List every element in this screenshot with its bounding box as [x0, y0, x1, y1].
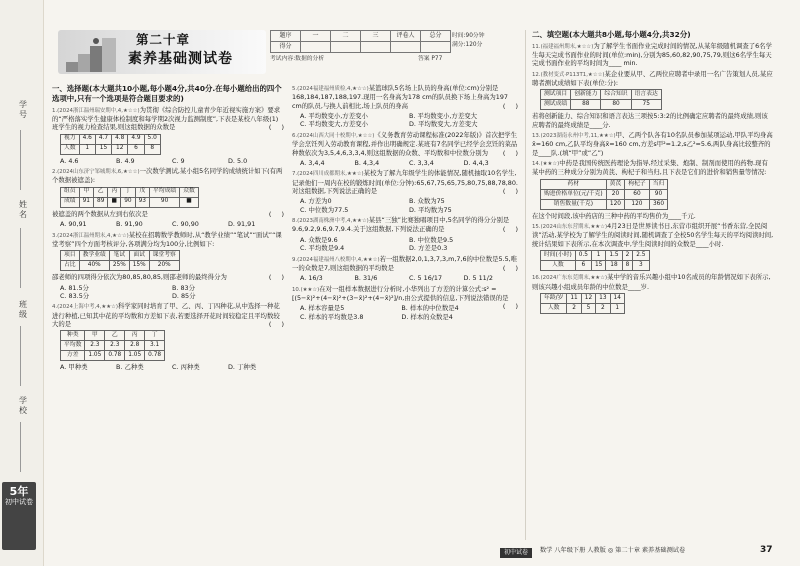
question-7: 7.(2024四川成都期末,★★☆)某校为了解九年级学生的体能情况,随机抽取10名学生,记录他们一周内在校的锻炼时间(单位:分钟):65,67,75,65,75,80,75,88,78,80.对这组数据,下列说法正确的是 ( ) — [292, 169, 518, 195]
question-2: 2.(2024山东济宁邹城期末,6,★☆☆)一次数学测试,某小组5名同学的成绩统计如下(有两个数据被遮盖): — [52, 167, 283, 185]
q8-options: A. 众数是9.6 B. 中位数是9.5 C. 平均数是9.4 D. 方差是0.3 — [300, 235, 454, 253]
question-15: 15.(2024山东东营期末,★★☆)4月23日是世界读书日,东营市组织开展“书香东营,全民阅读”活动,某学校为了解学生的阅读时间,随机调查了全校50名学生每天的平均阅读时间,统计结果如下表所示,在本次调查中,学生阅读时间的众数是____小时. — [532, 222, 774, 248]
stairs-illustration-icon — [66, 36, 118, 72]
question-10: 10.(★★☆)在对一组样本数据进行分析时,小华列出了方差的计算公式:s² = [(5−x̄)²+(4−x̄)²+(3−x̄)²+(4−x̄)²]/n,由公式提供的信息,下列说法错误的是 ( ) — [292, 284, 518, 311]
q12-table: 测试项目 创新能力 综合知识 语言表达 测试成绩 88 80 75 — [540, 89, 662, 110]
q2-options: A. 90,91 B. 91,90 C. 90,90 D. 91,91 — [60, 220, 256, 229]
exam-time-info: 时间:90分钟 满分:120分 — [452, 33, 485, 48]
name-line — [20, 228, 21, 288]
q1-options: A. 4.6 B. 4.9 C. 9 D. 5.0 — [60, 156, 248, 165]
chapter-title: 第二十章 — [136, 32, 191, 47]
q15-table: 时间(小时) 0.5 1 1.5 2 2.5 人数 6 15 18 8 3 — [540, 250, 650, 271]
q6-options: A. 3,4,4 B. 4,3,4 C. 3,3,4 D. 4,4,3 — [300, 158, 489, 167]
question-13: 13.(2023湖南永州中考,11,★★☆)甲、乙两个队各有10名队员参加某项运动,甲队平均身高x̄=160 cm,乙队平均身高x̄=160 cm,方差s甲²=1.2,s乙²=5.6,两队身高比较整齐的是____队.(填“甲”或“乙”) — [532, 131, 773, 157]
q14-table: 药材 黄芪 枸杞子 当归 购进价格单位(元/千克) 20 60 90 销售数量(千克) 120 120 360 — [540, 179, 668, 210]
question-8: 8.(2023湖南株洲中考,4,★★☆)某县“三独”比赛独唱项目中,5名同学的得分分别是9.6,9.2,9.6,9.7,9.4.关于这组数据,下列说法正确的是 ( ) — [292, 216, 518, 234]
q9-options: A. 16/3 B. 31/6 C. 5 16/17 D. 5 11/2 — [300, 274, 493, 283]
question-9: 9.(2024福建福州八校期中,4,★★☆)若一组数据2,0,1,3,7,3,m,7,6的中位数是5.5,唯一的众数是7,则这组数据的平均数是 ( ) — [292, 254, 518, 272]
binding-sidebar — [0, 0, 44, 566]
student-id-line — [20, 130, 21, 190]
class-line — [20, 326, 21, 386]
q5-options: A. 平均数变小,方差变小 B. 平均数变小,方差变大 C. 平均数变大,方差变小 D. 平均数变大,方差变大 — [300, 112, 478, 129]
question-4: 4.(2024上海中考,4,★★☆)科学家同时培育了甲、乙、丙、丁四种花,从中选择一种花进行种植,已知其中花的平均数和方差如下表,若要选择开花时间较稳定且平均数较大的是 ( ) — [52, 302, 284, 329]
school-label: 学校 — [18, 396, 28, 416]
q7-options: A. 方差为0 B. 众数为75 C. 中位数为77.5 D. 平均数为75 — [300, 197, 452, 214]
score-table: 题序 一 二 三 评卷人 总分 得分 — [270, 30, 451, 53]
q1-table: 视力 4.6 4.7 4.8 4.9 5.0 人数 1 15 12 6 8 — [60, 134, 161, 155]
section-choice-title: 一、选择题(本大题共10小题,每小题4分,共40分.在每小题给出的四个选项中,只有一个选项是符合题目要求的) — [52, 84, 282, 103]
q2-table: 组员 甲 乙 丙 丁 戊 平均成绩 众数 成绩 91 89 ■ 90 93 90 ■ — [60, 187, 199, 208]
question-12: 12.(教材变式·P113T1,★☆☆)某企业要从甲、乙两位应聘者中录用一名广告策划人员,某应聘者测试成绩如下表(单位:分): — [532, 69, 773, 87]
question-3: 3.(2024浙江温州期末,4,★☆☆)某校在招聘数学教师时,从“教学业绩”“笔试”“面试”“课堂考察”四个方面考核评分,各项满分均为100分,比例如下: — [52, 230, 282, 248]
question-14: 14.(★★☆)中药是我国传统医药理论为指导,经过采集、炮制、制剂而使用的药物.现有某中药的三种成分分别为黄芪、枸杞子和当归,且下表是它们的进价和销售量等情况: — [532, 159, 768, 177]
column-right — [532, 30, 774, 316]
class-label: 班级 — [18, 300, 28, 320]
q4-table: 种类 甲 乙 丙 丁 平均数 2.3 2.3 2.8 3.1 方差 1.05 0.78 1.05 0.78 — [60, 330, 165, 361]
exam-content-note: 考试内容:数据的分析 — [270, 56, 325, 62]
question-3-prompt: 邵老师的四项得分依次为80,85,80,85,则邵老师的最终得分为 ( ) — [52, 273, 284, 282]
q4-options: A. 甲种类 B. 乙种类 C. 丙种类 D. 丁种类 — [60, 363, 257, 372]
page-number: 37 — [760, 545, 773, 555]
q16-table: 年龄/岁 11 12 13 14 人数 2 5 2 1 — [540, 293, 625, 314]
q10-options: A. 样本容量是5 B. 样本的中位数是4 C. 样本的平均数是3.8 D. 样本的众数是4 — [300, 304, 459, 321]
question-11: 11.(福建福州期末,★☆☆)为了解学生书面作业完成时间的情况,从某年级随机调查了6名学生每天完成书面作业的时间(单位:min),分别为85,60,82,90,75,79,则这6名学生每天完成书面作业的平均时间为____ min. — [532, 41, 772, 68]
exam-title: 素养基础测试卷 — [128, 51, 233, 67]
question-12-prompt: 若将创新能力、综合知识和语言表达三项按5:3:2的比例确定应聘者的最终成绩,则该应聘者的最终成绩是____分. — [532, 112, 768, 129]
column-divider — [525, 30, 526, 540]
question-6: 6.(2024山西大同十校期中,★☆☆)《义务教育劳动课程标准(2022年版)》首次把学生学会烹饪列入劳动教育课程,并作出明确规定.某班有7名同学已经学会烹饪的菜品种数依次为3,5,4,6,3,3,4,则这组数据的众数、平均数和中位数分别为 ( ) — [292, 130, 518, 157]
question-5: 5.(2024福建福州质检,4,★☆☆)某篮球队5名场上队员的身高(单位:cm)分别是168,184,187,188,197.现用一名身高为178 cm的队员换下场上身高为197 cm的队员,与换人前相比,场上队员的身高 ( ) — [292, 84, 518, 110]
name-label: 姓名 — [18, 200, 28, 220]
footer-badge: 初中试卷 — [500, 548, 532, 558]
q3-options: A. 81.5分 B. 83分 C. 83.5分 D. 85分 — [60, 283, 196, 300]
q3-table: 项目 教学业绩 笔试 面试 课堂考察 占比 40% 25% 15% 20% — [60, 250, 180, 271]
answer-page-ref: 答案 P77 — [418, 56, 443, 62]
column-middle — [292, 84, 518, 323]
brand-logo: 5年 初中试卷 — [2, 482, 36, 550]
school-line — [20, 422, 21, 472]
footer-text: 数学 八年级下册 人教版 ◎ 第二十章 素养基础测试卷 — [540, 547, 686, 554]
student-id-label: 学号 — [18, 100, 28, 120]
question-16: 16.(2024广东东莞期末,★★☆)某中学的音乐兴趣小组中10名成员的年龄情况如下表所示,则该兴趣小组成员年龄的中位数是____岁. — [532, 273, 771, 291]
question-1: 1.(2024浙江温州瑞安期中,4,★☆☆)为贯彻《综合防控儿童青少年近视实施方案》要求的“严格落实学生健康体检制度和每学期2次视力监测制度”,下表是某校八年级(1)班学生的视力检查结果,则这组数据的众数是 ( ) — [52, 105, 284, 132]
exam-header — [48, 26, 520, 82]
section-fill-title: 二、填空题(本大题共8小题,每小题4分,共32分) — [532, 30, 691, 39]
column-left — [52, 84, 284, 374]
question-2-prompt: 被遮盖的两个数据从左到右依次是 ( ) — [52, 209, 284, 218]
question-14-prompt: 在这个时间段,该中药店的三种中药的平均售价为____千元. — [532, 211, 696, 220]
